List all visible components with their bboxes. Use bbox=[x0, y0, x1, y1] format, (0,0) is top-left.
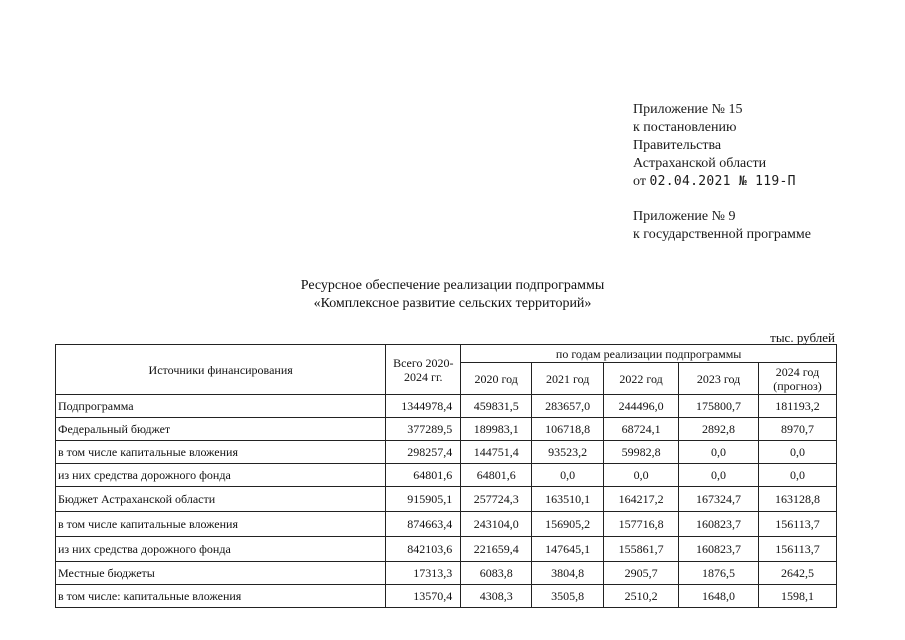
row-total-cell: 64801,6 bbox=[386, 464, 461, 487]
row-year-cell: 0,0 bbox=[679, 441, 759, 464]
appendix-15-date-line bbox=[633, 173, 811, 191]
appendix-15-line3: Правительства bbox=[633, 138, 722, 153]
header-source: Источники финансирования bbox=[56, 345, 386, 395]
row-source-cell: из них средства дорожного фонда bbox=[56, 537, 386, 562]
header-year-2022: 2022 год bbox=[604, 363, 679, 395]
row-total-cell: 377289,5 bbox=[386, 418, 461, 441]
row-year-cell: 181193,2 bbox=[759, 395, 837, 418]
row-source-cell: Федеральный бюджет bbox=[56, 418, 386, 441]
header-year-2023: 2023 год bbox=[679, 363, 759, 395]
appendix-15-line2: к постановлению bbox=[633, 120, 737, 135]
row-year-cell: 221659,4 bbox=[461, 537, 532, 562]
row-year-cell: 156113,7 bbox=[759, 537, 837, 562]
row-year-cell: 3505,8 bbox=[532, 585, 604, 608]
row-source-cell: в том числе капитальные вложения bbox=[56, 441, 386, 464]
table-row bbox=[56, 537, 837, 562]
row-year-cell: 144751,4 bbox=[461, 441, 532, 464]
row-year-cell: 4308,3 bbox=[461, 585, 532, 608]
row-total-cell: 874663,4 bbox=[386, 512, 461, 537]
row-year-cell: 2892,8 bbox=[679, 418, 759, 441]
row-total-cell: 298257,4 bbox=[386, 441, 461, 464]
table-row bbox=[56, 512, 837, 537]
row-year-cell: 164217,2 bbox=[604, 487, 679, 512]
header-year-2020: 2020 год bbox=[461, 363, 532, 395]
row-year-cell: 64801,6 bbox=[461, 464, 532, 487]
row-year-cell: 6083,8 bbox=[461, 562, 532, 585]
row-year-cell: 160823,7 bbox=[679, 512, 759, 537]
row-year-cell: 175800,7 bbox=[679, 395, 759, 418]
header-year-2021: 2021 год bbox=[532, 363, 604, 395]
row-year-cell: 59982,8 bbox=[604, 441, 679, 464]
date-prefix: от bbox=[633, 174, 646, 189]
row-year-cell: 147645,1 bbox=[532, 537, 604, 562]
document-title bbox=[0, 277, 905, 313]
table-row bbox=[56, 418, 837, 441]
row-year-cell: 156113,7 bbox=[759, 512, 837, 537]
table-row bbox=[56, 464, 837, 487]
row-source-cell: Бюджет Астраханской области bbox=[56, 487, 386, 512]
row-year-cell: 0,0 bbox=[759, 464, 837, 487]
row-total-cell: 842103,6 bbox=[386, 537, 461, 562]
row-total-cell: 17313,3 bbox=[386, 562, 461, 585]
row-year-cell: 1876,5 bbox=[679, 562, 759, 585]
table-row bbox=[56, 562, 837, 585]
row-year-cell: 156905,2 bbox=[532, 512, 604, 537]
row-year-cell: 8970,7 bbox=[759, 418, 837, 441]
table-row bbox=[56, 395, 837, 418]
row-source-cell: Местные бюджеты bbox=[56, 562, 386, 585]
row-year-cell: 0,0 bbox=[759, 441, 837, 464]
appendix-15-line1: Приложение № 15 bbox=[633, 102, 743, 117]
header-total: Всего 2020-2024 гг. bbox=[386, 345, 461, 395]
appendix-9-line1: Приложение № 9 bbox=[633, 209, 736, 224]
row-year-cell: 1598,1 bbox=[759, 585, 837, 608]
appendix-9-line2: к государственной программе bbox=[633, 227, 811, 242]
row-year-cell: 0,0 bbox=[679, 464, 759, 487]
row-total-cell: 915905,1 bbox=[386, 487, 461, 512]
row-year-cell: 1648,0 bbox=[679, 585, 759, 608]
decree-date-number: 02.04.2021 № 119-П bbox=[649, 174, 796, 189]
row-year-cell: 163510,1 bbox=[532, 487, 604, 512]
row-source-cell: в том числе: капитальные вложения bbox=[56, 585, 386, 608]
row-year-cell: 459831,5 bbox=[461, 395, 532, 418]
row-year-cell: 157716,8 bbox=[604, 512, 679, 537]
financing-table bbox=[55, 344, 837, 608]
row-year-cell: 106718,8 bbox=[532, 418, 604, 441]
units-label: тыс. рублей bbox=[770, 330, 835, 345]
table-row bbox=[56, 585, 837, 608]
title-line2: «Комплексное развитие сельских территорий» bbox=[313, 296, 592, 311]
row-year-cell: 257724,3 bbox=[461, 487, 532, 512]
appendix-block bbox=[633, 101, 811, 244]
appendix-15-line4: Астраханской области bbox=[633, 156, 767, 171]
row-total-cell: 1344978,4 bbox=[386, 395, 461, 418]
row-source-cell: из них средства дорожного фонда bbox=[56, 464, 386, 487]
header-year-2024: 2024 год (прогноз) bbox=[759, 363, 837, 395]
row-year-cell: 2905,7 bbox=[604, 562, 679, 585]
row-year-cell: 2510,2 bbox=[604, 585, 679, 608]
row-year-cell: 163128,8 bbox=[759, 487, 837, 512]
table-row bbox=[56, 441, 837, 464]
row-year-cell: 189983,1 bbox=[461, 418, 532, 441]
row-year-cell: 0,0 bbox=[604, 464, 679, 487]
row-year-cell: 283657,0 bbox=[532, 395, 604, 418]
row-year-cell: 244496,0 bbox=[604, 395, 679, 418]
table-row bbox=[56, 487, 837, 512]
row-source-cell: в том числе капитальные вложения bbox=[56, 512, 386, 537]
row-year-cell: 0,0 bbox=[532, 464, 604, 487]
row-year-cell: 2642,5 bbox=[759, 562, 837, 585]
row-year-cell: 93523,2 bbox=[532, 441, 604, 464]
row-year-cell: 3804,8 bbox=[532, 562, 604, 585]
row-year-cell: 160823,7 bbox=[679, 537, 759, 562]
row-year-cell: 155861,7 bbox=[604, 537, 679, 562]
title-line1: Ресурсное обеспечение реализации подпрограммы bbox=[300, 278, 605, 293]
row-year-cell: 68724,1 bbox=[604, 418, 679, 441]
row-year-cell: 243104,0 bbox=[461, 512, 532, 537]
header-by-years: по годам реализации подпрограммы bbox=[461, 345, 837, 363]
row-source-cell: Подпрограмма bbox=[56, 395, 386, 418]
row-total-cell: 13570,4 bbox=[386, 585, 461, 608]
row-year-cell: 167324,7 bbox=[679, 487, 759, 512]
